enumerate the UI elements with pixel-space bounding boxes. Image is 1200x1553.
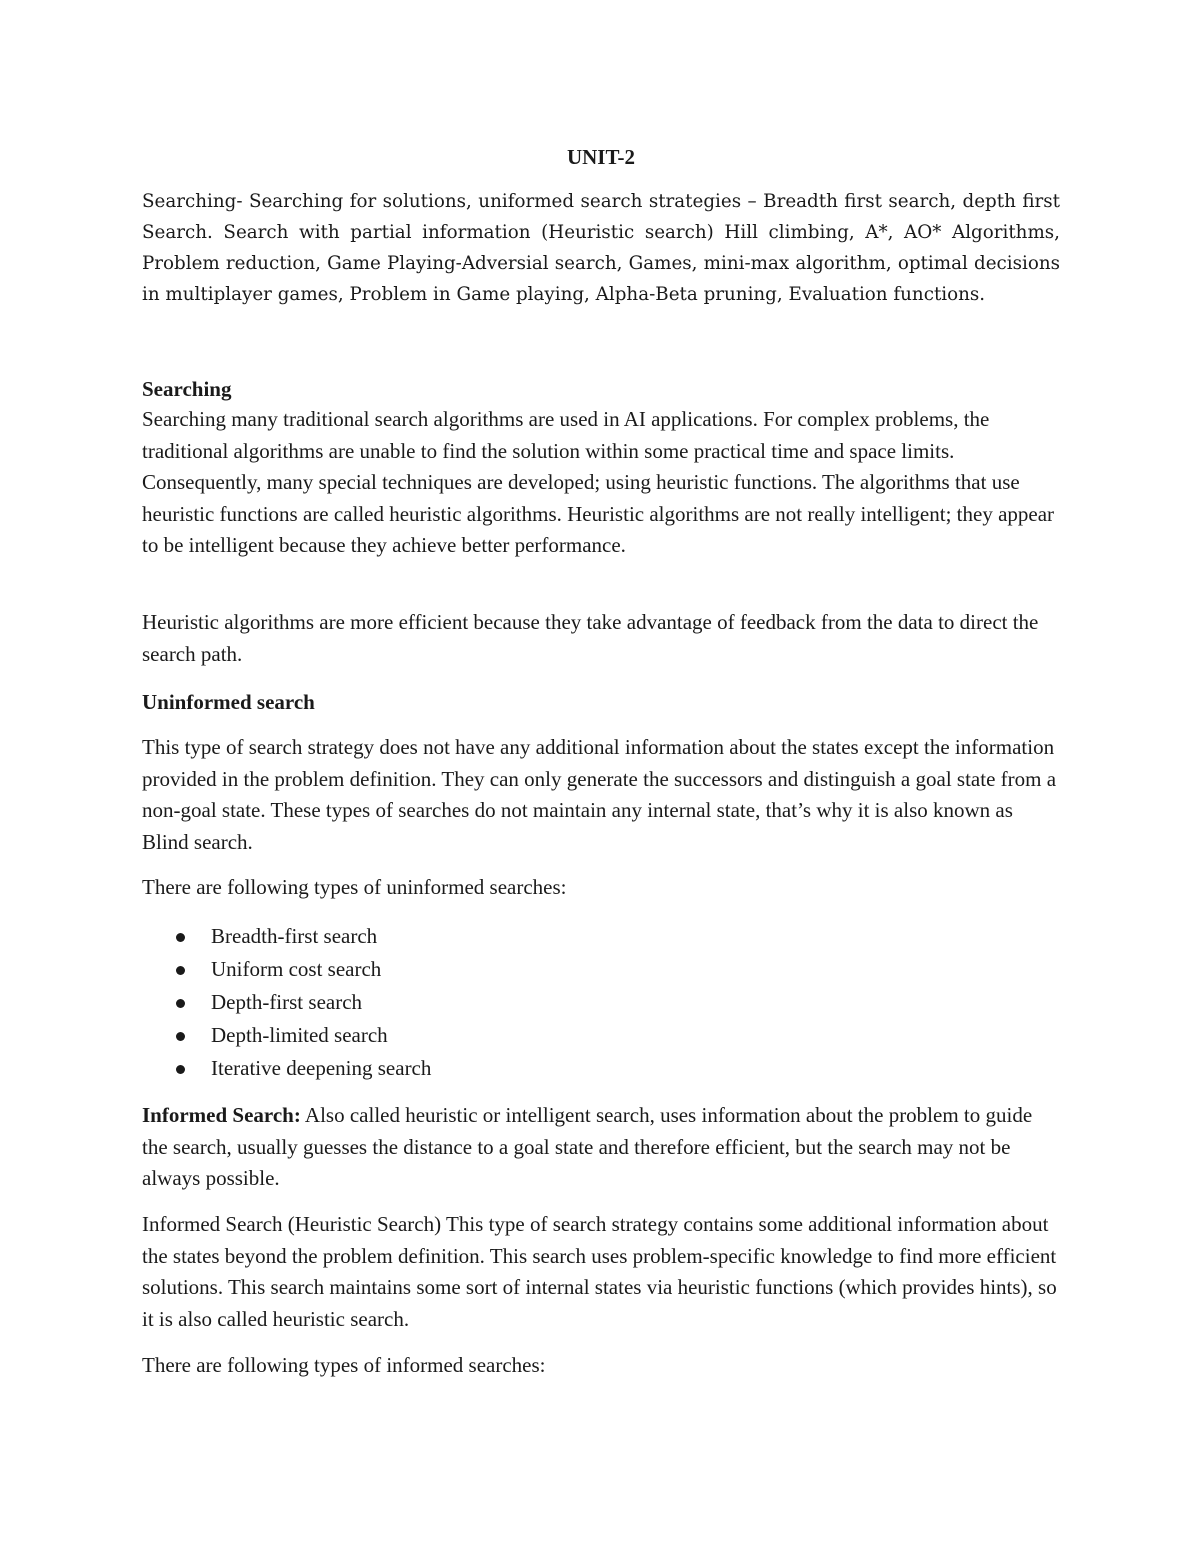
page-title: UNIT-2 bbox=[566, 145, 636, 169]
uninformed-heading: Uninformed search bbox=[142, 690, 315, 714]
bullet-icon bbox=[176, 1032, 185, 1041]
informed-paragraph bbox=[142, 1100, 1060, 1195]
informed-paragraph-text: Also called heuristic or intelligent search, uses information about the problem to guide the search, usually guesses the distance to a goal state and therefore efficient, but the search may not be always possible. bbox=[142, 1103, 1033, 1190]
list-item: Uniform cost search bbox=[142, 953, 431, 986]
heuristic-search-paragraph: Informed Search (Heuristic Search) This type of search strategy contains some additional information about the states beyond the problem definition. This search uses problem-specific knowledge to find more efficient solutions. This search maintains some sort of internal states via heuristic functions (which provides hints), so it is also called heuristic search. bbox=[142, 1212, 1057, 1331]
bullet-icon bbox=[176, 999, 185, 1008]
heuristic-paragraph: Heuristic algorithms are more efficient because they take advantage of feedback from the data to direct the search path. bbox=[142, 610, 1039, 666]
list-item: Breadth-first search bbox=[142, 920, 431, 953]
document-page bbox=[142, 0, 1060, 1553]
bullet-icon bbox=[176, 1065, 185, 1074]
uninformed-list bbox=[142, 920, 431, 1085]
informed-lead: Informed Search: bbox=[142, 1103, 301, 1127]
list-item: Iterative deepening search bbox=[142, 1052, 431, 1085]
informed-intro: There are following types of informed searches: bbox=[142, 1353, 546, 1377]
bullet-icon bbox=[176, 933, 185, 942]
bullet-icon bbox=[176, 966, 185, 975]
uninformed-intro: There are following types of uninformed searches: bbox=[142, 875, 567, 899]
list-item: Depth-limited search bbox=[142, 1019, 431, 1052]
list-item: Depth-first search bbox=[142, 986, 431, 1019]
uninformed-paragraph: This type of search strategy does not have any additional information about the states except the information provided in the problem definition. They can only generate the successors and distinguish a goal state from a non-goal state. These types of searches do not maintain any internal state, that’s why it is also known as Blind search. bbox=[142, 735, 1057, 854]
syllabus-paragraph: Searching- Searching for solutions, uniformed search strategies – Breadth first search, depth first Search. Search with partial information (Heuristic search) Hill climbing, A*, AO* Algorithms, Problem reduction, Game Playing-Adversial search, Games, mini-max algorithm, optimal decisions in multiplayer games, Problem in Game playing, Alpha-Beta pruning, Evaluation functions. bbox=[142, 191, 1060, 305]
searching-heading: Searching bbox=[142, 377, 232, 401]
searching-paragraph: Searching many traditional search algorithms are used in AI applications. For complex problems, the traditional algorithms are unable to find the solution within some practical time and space limits. Consequently, many special techniques are developed; using heuristic functions. The algorithms that use heuristic functions are called heuristic algorithms. Heuristic algorithms are not really intelligent; they appear to be intelligent because they achieve better performance. bbox=[142, 407, 1055, 557]
